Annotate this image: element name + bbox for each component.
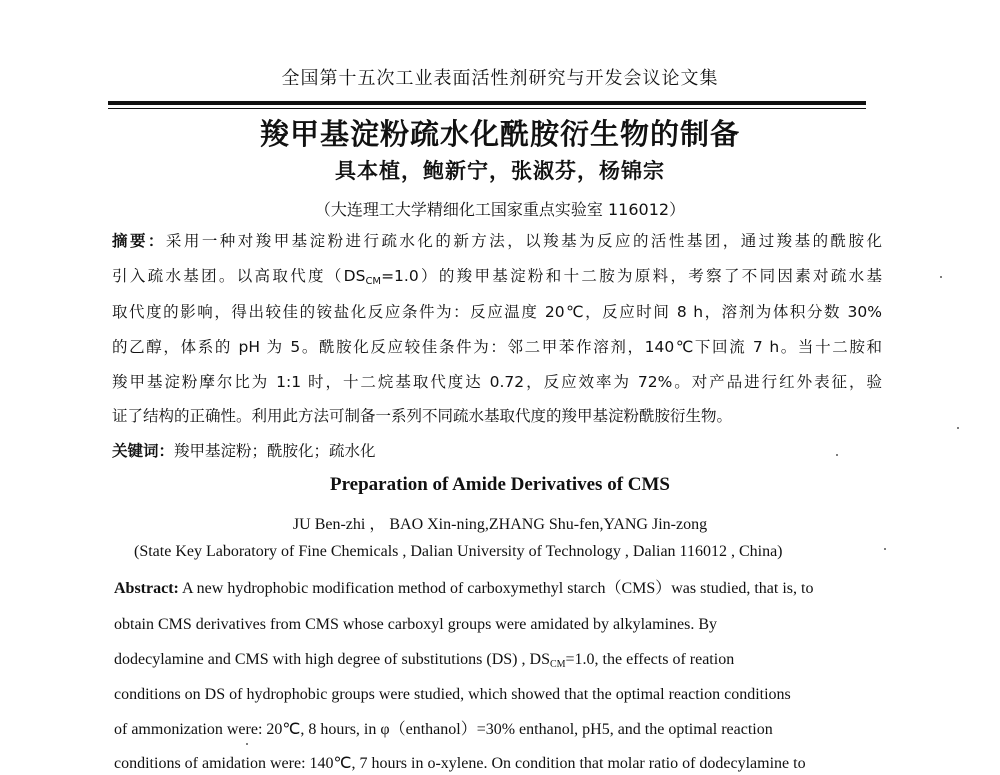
keywords-label: 关键词：: [112, 442, 175, 460]
scan-speck: [884, 548, 886, 550]
ds-cm-subscript: CM: [549, 659, 566, 670]
scan-speck: [940, 276, 942, 278]
english-abstract-line-2: obtain CMS derivatives from CMS whose carboxyl groups were amidated by alkylamines. By: [114, 616, 718, 633]
chinese-authors: 具本植，鲍新宁，张淑芬，杨锦宗: [335, 159, 665, 183]
ds-subscript: CM: [365, 276, 382, 287]
english-abstract-label: Abstract:: [114, 580, 179, 597]
english-authors: JU Ben-zhi ， BAO Xin-ning,ZHANG Shu-fen,YANG Jin-zong: [292, 516, 708, 533]
scan-speck: [957, 427, 959, 429]
running-header: 全国第十五次工业表面活性剂研究与开发会议论文集: [281, 68, 719, 89]
header-rule-thick: [108, 101, 866, 105]
chinese-abstract-line-2: 引入疏水基团。以高取代度$(DS_{CM}=1.0)$的羧甲基淀粉和十二胺为原料，考察了不同因素对疏水基: [112, 267, 883, 287]
chinese-abstract-line-3: 取代度的影响，得出较佳的铵盐化反应条件为：反应温度 20℃，反应时间 8 h，溶剂为体积分数 30%: [112, 303, 882, 321]
chinese-abstract-line-4: 的乙醇，体系的 pH 为 5。酰胺化反应较佳条件为：邻二甲苯作溶剂，140℃下回流 7 h。当十二胺和: [112, 338, 882, 356]
english-affiliation: (State Key Laboratory of Fine Chemicals , Dalian University of Technology , Dalian 116012 , China): [134, 543, 783, 560]
english-abstract-line-4: conditions on DS of hydrophobic groups were studied, which showed that the optimal reaction conditions: [114, 686, 791, 703]
header-rule-thin: [108, 108, 866, 109]
chinese-abstract-line-5: 羧甲基淀粉摩尔比为 1:1 时，十二烷基取代度达 0.72，反应效率为 72%。对产品进行红外表征，验: [112, 373, 882, 391]
english-title: Preparation of Amide Derivatives of CMS: [329, 474, 670, 495]
chinese-abstract-line-6: 证了结构的正确性。利用此方法可制备一系列不同疏水基取代度的羧甲基淀粉酰胺衍生物。: [112, 407, 733, 425]
chinese-abstract-text: 采用一种对羧甲基淀粉进行疏水化的新方法，以羧基为反应的活性基团，通过羧基的酰胺化: [165, 232, 882, 250]
chinese-keywords: [112, 441, 882, 461]
keywords-text: 羧甲基淀粉；酰胺化；疏水化: [174, 442, 376, 460]
scan-speck: [246, 743, 248, 745]
chinese-affiliation: （大连理工大学精细化工国家重点实验室 116012）: [314, 200, 686, 219]
english-abstract-line-1: Abstract: A new hydrophobic modification method of carboxymethyl starch（CMS）was studied, that is, to: [114, 580, 814, 597]
chinese-abstract-label: 摘要：: [112, 232, 166, 250]
chinese-title: 羧甲基淀粉疏水化酰胺衍生物的制备: [259, 117, 740, 151]
chinese-abstract-line-1: [112, 231, 882, 251]
english-abstract-line-5: of ammonization were: 20℃, 8 hours, in φ（enthanol）=30% enthanol, pH5, and the optimal reaction: [114, 721, 773, 738]
english-abstract-line-6-cut: conditions of amidation were: 140℃, 7 hours in o-xylene. On condition that molar ratio of dodecylamine to: [114, 755, 806, 772]
english-abstract-line-3: dodecylamine and CMS with high degree of substitutions (DS) , $DS_{CM}=1.0$, the effects of reation: [114, 651, 735, 670]
scan-speck: [836, 454, 838, 456]
